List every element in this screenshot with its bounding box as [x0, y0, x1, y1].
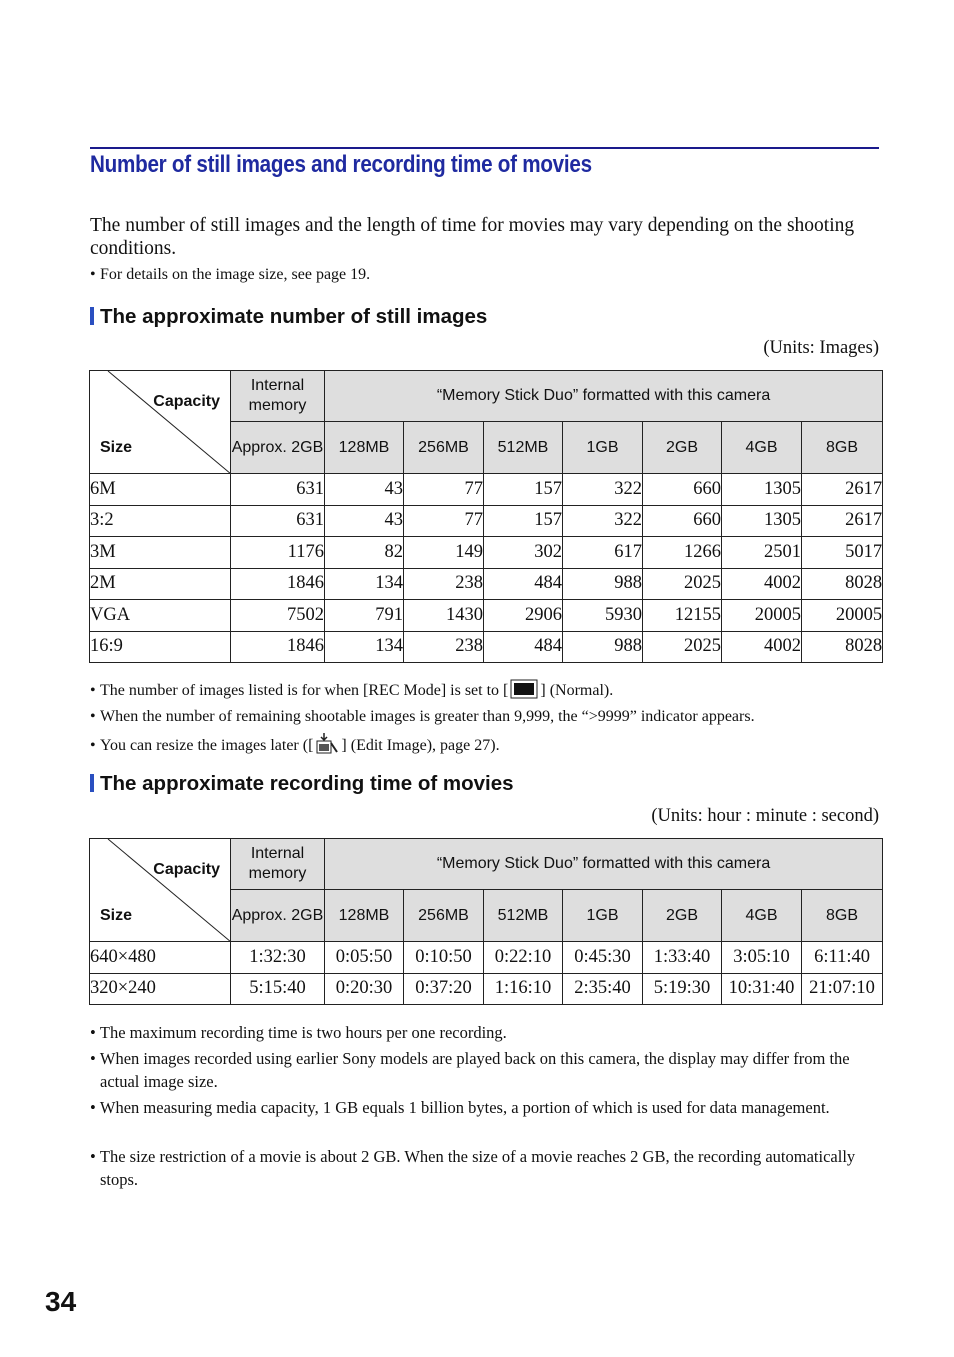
capacity-header: 512MB	[484, 422, 563, 474]
table-cell: 1:16:10	[484, 973, 563, 1005]
memory-stick-header: “Memory Stick Duo” formatted with this camera	[325, 839, 883, 890]
table-cell: 77	[404, 474, 484, 506]
page-number: 34	[45, 1286, 77, 1317]
capacity-header: 128MB	[325, 422, 404, 474]
capacity-label: Capacity	[153, 393, 220, 410]
table-cell: 1305	[722, 505, 802, 537]
table-cell: 988	[563, 631, 643, 663]
table-cell: 302	[484, 537, 563, 569]
capacity-header: 8GB	[802, 890, 883, 942]
table-cell: 10:31:40	[722, 973, 802, 1005]
table-cell: 43	[325, 474, 404, 506]
intro-note-text: For details on the image size, see page 19.	[100, 266, 371, 283]
movie-heading	[90, 772, 514, 796]
table-cell: 5:15:40	[231, 973, 325, 1005]
size-label: Size	[100, 439, 133, 456]
table-cell: 484	[484, 631, 563, 663]
edit-image-icon	[315, 732, 339, 761]
table-cell: 0:05:50	[325, 942, 404, 974]
intro-note: • For details on the image size, see page 19.	[90, 266, 371, 283]
capacity-header: 2GB	[643, 890, 722, 942]
table-cell: 660	[643, 474, 722, 506]
table-cell: 1:32:30	[231, 942, 325, 974]
table-cell: 631	[231, 474, 325, 506]
table-cell: 43	[325, 505, 404, 537]
table-cell: 617	[563, 537, 643, 569]
movie-note-3-text: When measuring media capacity, 1 GB equals 1 billion bytes, a portion of which is used for data management.	[99, 1098, 830, 1117]
table-cell: 988	[563, 568, 643, 600]
table-cell: 4002	[722, 568, 802, 600]
table-cell: 134	[325, 568, 404, 600]
table-cell: 660	[643, 505, 722, 537]
capacity-header: 128MB	[325, 890, 404, 942]
table-cell: 7502	[231, 600, 325, 632]
table-cell: 2906	[484, 600, 563, 632]
table-row	[90, 600, 883, 632]
corner-cell	[90, 839, 231, 942]
still-note-3: • You can resize the images later ([ ] (Edit Image), page 27).	[90, 732, 500, 761]
still-images-heading-text: The approximate number of still images	[100, 305, 488, 328]
capacity-header: 4GB	[722, 422, 802, 474]
internal-approx-header: Approx. 2GB	[231, 422, 325, 474]
rec-mode-normal-icon	[510, 679, 538, 706]
table-cell: 149	[404, 537, 484, 569]
row-size-label: VGA	[90, 600, 231, 632]
size-label: Size	[100, 907, 133, 924]
table-cell: 1846	[231, 568, 325, 600]
table-cell: 8028	[802, 568, 883, 600]
table-cell: 1305	[722, 474, 802, 506]
capacity-header: 2GB	[643, 422, 722, 474]
table-cell: 1846	[231, 631, 325, 663]
table-row	[90, 973, 883, 1005]
table-cell: 238	[404, 568, 484, 600]
table-cell: 0:22:10	[484, 942, 563, 974]
row-size-label: 2M	[90, 568, 231, 600]
row-size-label: 640×480	[90, 942, 231, 974]
table-cell: 0:45:30	[563, 942, 643, 974]
table-cell: 2501	[722, 537, 802, 569]
movie-note-1-text: The maximum recording time is two hours per one recording.	[99, 1023, 507, 1042]
table-cell: 20005	[722, 600, 802, 632]
table-cell: 322	[563, 474, 643, 506]
movie-note-1: • The maximum recording time is two hours per one recording.	[90, 1023, 507, 1042]
row-size-label: 3:2	[90, 505, 231, 537]
table-cell: 5930	[563, 600, 643, 632]
table-cell: 322	[563, 505, 643, 537]
still-images-heading	[90, 305, 487, 329]
row-size-label: 6M	[90, 474, 231, 506]
table-cell: 2617	[802, 474, 883, 506]
internal-memory-header: Internal memory	[231, 839, 325, 890]
table-row	[90, 474, 883, 506]
internal-memory-header: Internal memory	[231, 371, 325, 422]
capacity-header: 256MB	[404, 890, 484, 942]
table-cell: 82	[325, 537, 404, 569]
page-title: Number of still images and recording time of movies	[90, 151, 592, 178]
memory-stick-header: “Memory Stick Duo” formatted with this camera	[325, 371, 883, 422]
table-row	[90, 568, 883, 600]
table-cell: 1:33:40	[643, 942, 722, 974]
table-cell: 0:20:30	[325, 973, 404, 1005]
still-note-3-text: You can resize the images later ([	[100, 737, 314, 754]
table-cell: 631	[231, 505, 325, 537]
heading-bar	[90, 774, 94, 792]
table-cell: 2025	[643, 568, 722, 600]
table-cell: 3:05:10	[722, 942, 802, 974]
table-cell: 6:11:40	[802, 942, 883, 974]
corner-cell	[90, 371, 231, 474]
intro-text: The number of still images and the length of time for movies may vary depending on the shooting conditions.	[90, 215, 855, 259]
table-cell: 134	[325, 631, 404, 663]
table-cell: 12155	[643, 600, 722, 632]
table-cell: 157	[484, 474, 563, 506]
still-note-1: • The number of images listed is for when [REC Mode] is set to [ ] (Normal).	[90, 679, 613, 706]
movie-note-2: • When images recorded using earlier Sony models are played back on this camera, the display may differ from the actual image size.	[90, 1049, 850, 1091]
movie-note-3: • When measuring media capacity, 1 GB equals 1 billion bytes, a portion of which is used for data management.	[90, 1098, 830, 1117]
still-note-1-text: The number of images listed is for when [REC Mode] is set to [	[100, 682, 509, 699]
row-size-label: 320×240	[90, 973, 231, 1005]
capacity-header: 8GB	[802, 422, 883, 474]
table-cell: 8028	[802, 631, 883, 663]
capacity-header: 1GB	[563, 890, 643, 942]
table-cell: 2025	[643, 631, 722, 663]
table-cell: 0:10:50	[404, 942, 484, 974]
movie-units: (Units: hour : minute : second)	[651, 806, 879, 826]
movie-note-2-text: When images recorded using earlier Sony models are played back on this camera, the display may differ from the actual image size.	[99, 1049, 850, 1091]
table-cell: 791	[325, 600, 404, 632]
table-cell: 238	[404, 631, 484, 663]
still-units: (Units: Images)	[763, 338, 879, 358]
table-cell: 157	[484, 505, 563, 537]
table-row	[90, 942, 883, 974]
corner-diagonal	[90, 839, 231, 942]
table-cell: 5017	[802, 537, 883, 569]
table-cell: 0:37:20	[404, 973, 484, 1005]
heading-bar	[90, 307, 94, 325]
table-cell: 77	[404, 505, 484, 537]
movie-note-4-text: The size restriction of a movie is about 2 GB. When the size of a movie reaches 2 GB, the recording automatically stops.	[99, 1147, 856, 1189]
capacity-header: 4GB	[722, 890, 802, 942]
still-images-table	[89, 370, 883, 663]
still-note-1-text-end: ] (Normal).	[540, 682, 614, 699]
table-cell: 2:35:40	[563, 973, 643, 1005]
table-cell: 21:07:10	[802, 973, 883, 1005]
still-note-2: • When the number of remaining shootable images is greater than 9,999, the “>9999” indicator appears.	[90, 708, 755, 725]
table-row	[90, 631, 883, 663]
row-size-label: 16:9	[90, 631, 231, 663]
still-note-2-text: When the number of remaining shootable images is greater than 9,999, the “>9999” indicator appears.	[100, 708, 755, 725]
table-row	[90, 505, 883, 537]
internal-approx-header: Approx. 2GB	[231, 890, 325, 942]
table-cell: 1176	[231, 537, 325, 569]
title-rule	[90, 147, 879, 149]
capacity-label: Capacity	[153, 861, 220, 878]
table-cell: 484	[484, 568, 563, 600]
row-size-label: 3M	[90, 537, 231, 569]
capacity-header: 512MB	[484, 890, 563, 942]
table-cell: 1266	[643, 537, 722, 569]
table-cell: 4002	[722, 631, 802, 663]
capacity-header: 256MB	[404, 422, 484, 474]
table-row	[90, 537, 883, 569]
still-note-3-text-end: ] (Edit Image), page 27).	[341, 737, 500, 754]
table-cell: 20005	[802, 600, 883, 632]
table-cell: 5:19:30	[643, 973, 722, 1005]
table-cell: 2617	[802, 505, 883, 537]
movie-time-table	[89, 838, 883, 1005]
movie-note-4: • The size restriction of a movie is about 2 GB. When the size of a movie reaches 2 GB, the recording automatically stops.	[90, 1147, 856, 1189]
corner-diagonal	[90, 371, 231, 474]
capacity-header: 1GB	[563, 422, 643, 474]
table-cell: 1430	[404, 600, 484, 632]
movie-heading-text: The approximate recording time of movies	[100, 772, 514, 795]
